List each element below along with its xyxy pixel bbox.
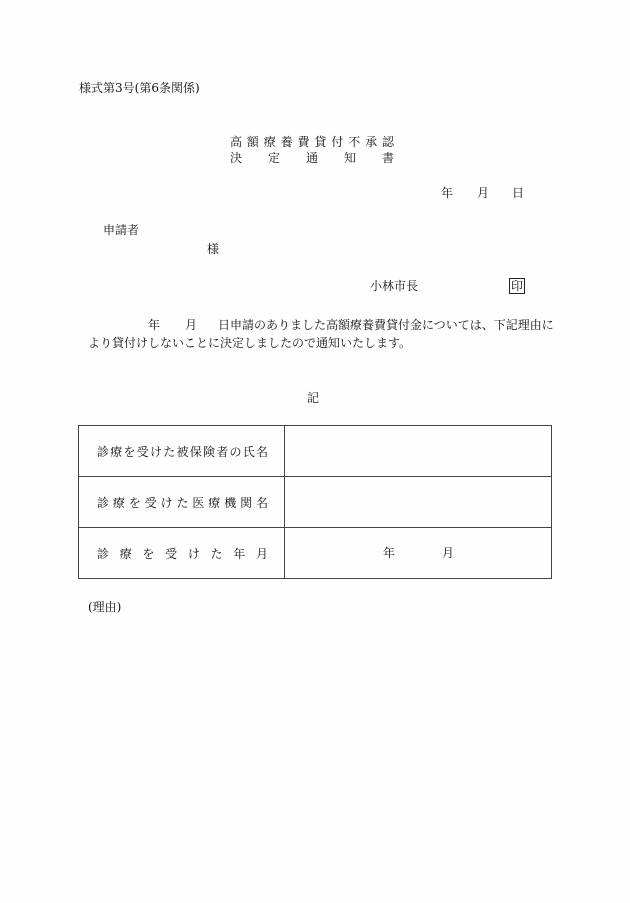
title-line-2: [230, 151, 394, 165]
issuer: 小林市長: [370, 279, 419, 293]
date-month: 月: [477, 186, 490, 200]
title-text-2: 決定通知書: [230, 151, 394, 165]
details-table: [78, 425, 552, 579]
treatment-month: 月: [442, 546, 455, 560]
institution-label: 診療を受けた医療機関名: [97, 495, 268, 510]
table-row: [79, 528, 552, 579]
body-line-2: より貸付けしないことに決定しましたので通知いたします。: [88, 336, 412, 350]
institution-value[interactable]: [285, 477, 552, 528]
body-month: 月: [185, 318, 198, 332]
seal-mark: [509, 279, 525, 293]
treatment-year: 年: [383, 546, 396, 560]
applicant-label: 申請者: [103, 223, 140, 237]
institution-label-cell: [79, 477, 285, 528]
ki-heading: 記: [307, 391, 320, 405]
insured-name-value[interactable]: [285, 426, 552, 477]
title-text-1: 高額療養費貸付不承認: [230, 135, 394, 149]
date-day: 日: [512, 186, 525, 200]
date-year: 年: [441, 186, 454, 200]
seal-text: 印: [511, 279, 524, 293]
table-row: [79, 426, 552, 477]
body-line-1: [218, 318, 554, 332]
treatment-month-label: 診療を受けた年月: [97, 546, 268, 561]
body-year: 年: [148, 318, 161, 332]
treatment-month-value[interactable]: [285, 528, 552, 579]
honorific: 様: [207, 242, 220, 256]
insured-name-label: 診療を受けた被保険者の氏名: [97, 444, 268, 459]
body-line-1-text: 日申請のありました高額療養費貸付金については、下記理由に: [218, 318, 554, 332]
reason-label: (理由): [88, 600, 122, 614]
insured-name-label-cell: [79, 426, 285, 477]
table-row: [79, 477, 552, 528]
treatment-month-label-cell: [79, 528, 285, 579]
title-line-1: [230, 135, 394, 149]
form-number: 様式第3号(第6条関係): [79, 81, 200, 95]
